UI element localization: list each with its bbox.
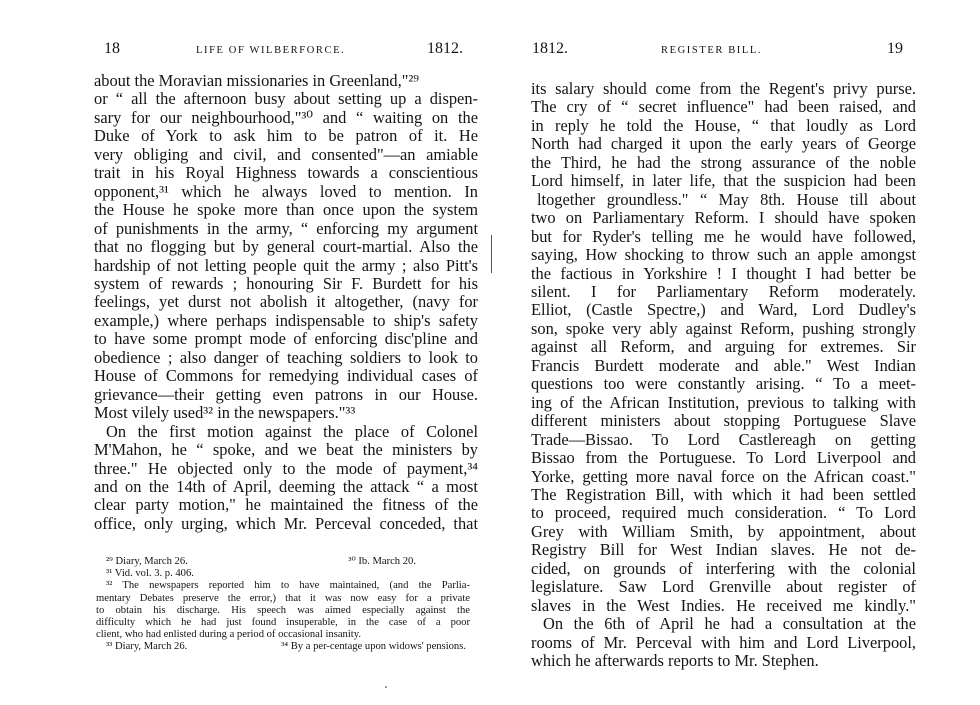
text-line: ltogether groundless." “ May 8th. House till about <box>537 189 916 209</box>
footnote-31: ³¹ Vid. vol. 3. p. 406. <box>106 568 194 580</box>
text-line: in reply he told the House, “ that loudly as Lord <box>531 115 916 135</box>
text-line: that no flogging but by general court-martial. Also the <box>94 237 478 257</box>
text-line: sary for our neighbourhood,"³⁰ and “ waiting on the <box>94 107 478 127</box>
right-page-number: 19 <box>887 40 903 57</box>
text-line: Lord himself, in later life, that the suspicion had been <box>531 171 916 191</box>
text-line: obedience ; also danger of teaching soldiers to look to <box>94 347 478 367</box>
footnote-33: ³³ Diary, March 26. <box>106 641 188 653</box>
footnote-32-line: to obtain his discharge. His speech was aimed especially against the <box>96 604 470 616</box>
footnote-29: ²⁹ Diary, March 26. <box>106 556 188 567</box>
text-line: two on Parliamentary Reform. I should have spoken <box>531 208 916 228</box>
text-line: about the Moravian missionaries in Greenland,"²⁹ <box>94 71 420 90</box>
footnote-30: ³⁰ Ib. March 20. <box>348 556 416 567</box>
footnote-32-line: mentary Debates preserve the error,) that it was now easy for a private <box>96 592 470 604</box>
text-line: On the first motion against the place of Colonel <box>106 421 478 441</box>
text-line: but for Ryder's telling me he would have followed, <box>531 226 916 246</box>
right-body-text <box>531 80 916 671</box>
left-page-number: 18 <box>104 40 120 57</box>
left-running-head: LIFE OF WILBERFORCE. <box>196 45 346 56</box>
text-line: The Registration Bill, with which it had been settled <box>531 484 916 504</box>
text-line: House of Commons for remedying individual cases of <box>94 366 478 386</box>
text-line: very obliging and civil, and consented"—an amiable <box>94 144 478 164</box>
text-line: clear party motion," he maintained the fitness of the <box>94 495 478 515</box>
footnote-32-line: ³² The newspapers reported him to have maintained, (and the Parlia- <box>106 580 470 592</box>
text-line: silent. I for Parliamentary Reform moderately. <box>531 281 916 301</box>
text-line: feelings, yet durst not abolish it altogether, (navy for <box>94 292 478 312</box>
text-line: On the 6th of April he had a consultation at the <box>543 614 916 634</box>
text-line: the House he spoke more than once upon the system <box>94 200 478 220</box>
text-line: saying, How shocking to throw such an apple amongst <box>531 245 916 265</box>
footnotes <box>96 556 470 654</box>
text-line: Bissao from the Portuguese. To Lord Liverpool and <box>531 448 916 468</box>
text-line: of punishments in the army, “ enforcing my argument <box>94 218 478 238</box>
text-line: example,) where perhaps indispensable to ship's safety <box>94 310 478 330</box>
text-line: trait in his Royal Highness towards a conscientious <box>94 163 478 183</box>
text-line: Registry Bill for West Indian slaves. He not de- <box>531 540 916 560</box>
text-line: to proceed, required much consideration. “ To Lord <box>531 503 916 523</box>
text-line: legislature. Saw Lord Grenville about register of <box>531 577 916 597</box>
text-line: rooms of Mr. Perceval with him and Lord Liverpool, <box>531 632 916 652</box>
left-year: 1812. <box>427 40 463 57</box>
text-line: Duke of York to ask him to be patron of it. He <box>94 126 478 146</box>
text-line: three." He objected only to the mode of payment,³⁴ <box>94 458 478 478</box>
right-year: 1812. <box>532 40 568 57</box>
text-line: questions too were constantly arising. “ To a meet- <box>531 374 916 394</box>
footnote-34: ³⁴ By a per-centage upon widows' pensions. <box>281 641 466 653</box>
footnote-32-line: difficulty which he had just found insuperable, in the case of a poor <box>96 617 470 629</box>
text-line: grievance—their getting even patrons in our House. <box>94 384 478 404</box>
text-line: North had charged it upon the early years of George <box>531 134 916 154</box>
text-line: system of rewards ; honouring Sir F. Burdett for his <box>94 273 478 293</box>
text-line: the factious in Yorkshire ! I thought I had better be <box>531 263 916 283</box>
text-line: hardship of not letting people quit the army ; also Pitt's <box>94 255 478 275</box>
text-line: different ministers about stopping Portuguese Slave <box>531 411 916 431</box>
text-line: its salary should come from the Regent's privy purse. <box>531 79 916 98</box>
text-line: son, spoke very ably against Reform, pushing strongly <box>531 318 916 338</box>
text-line: Francis Burdett moderate and able." West Indian <box>531 355 916 375</box>
right-running-head: REGISTER BILL. <box>661 45 763 56</box>
text-line: The cry of “ secret influence" had been raised, and <box>531 97 916 117</box>
text-line: and on the 14th of April, deeming the attack “ a most <box>94 476 478 496</box>
text-line: ing of the African Institution, previous to talking with <box>531 392 916 412</box>
text-line: Grey with William Smith, by appointment, about <box>531 521 916 541</box>
left-body-text <box>94 72 478 533</box>
text-line: against all Reform, and arguing for extremes. Sir <box>531 337 916 357</box>
text-line: Trade—Bissao. To Lord Castlereagh on getting <box>531 429 916 449</box>
footnote-32-line: client, who had enlisted during a period of occasional insanity. <box>96 629 361 641</box>
text-line: office, only urging, which Mr. Perceval conceded, that <box>94 513 478 533</box>
text-line: M'Mahon, he “ spoke, and we beat the ministers by <box>94 440 478 460</box>
text-line: cided, on grounds of interfering with the colonial <box>531 558 916 578</box>
text-line: slaves in the West Indies. He received me kindly." <box>531 595 916 615</box>
text-line: Most vilely used³² in the newspapers."³³ <box>94 403 356 423</box>
text-line: the Third, he had the strong assurance of the noble <box>531 152 916 172</box>
text-line: or “ all the afternoon busy about setting up a dispen- <box>94 89 478 109</box>
text-line: Elliot, (Castle Spectre,) and Ward, Lord Dudley's <box>531 300 916 320</box>
paper-speck <box>385 686 387 688</box>
text-line: opponent,³¹ which he always loved to mention. In <box>94 181 478 201</box>
text-line: which he afterwards reports to Mr. Stephen. <box>531 651 819 671</box>
text-line: Yorke, getting more naval force on the African coast." <box>531 466 916 486</box>
text-line: to have some prompt mode of enforcing disc'pline and <box>94 329 478 349</box>
